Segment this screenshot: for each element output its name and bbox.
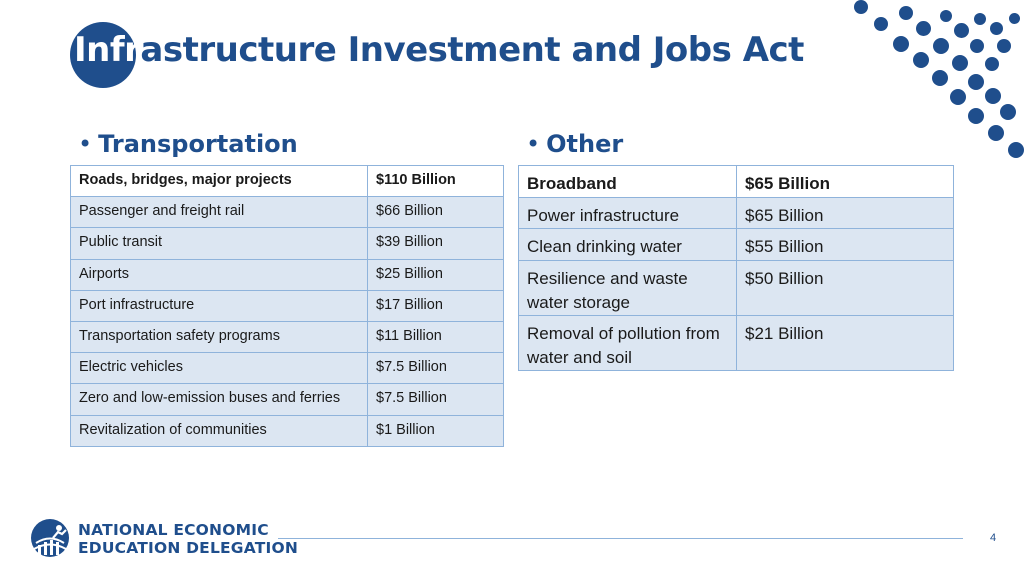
decorative-dot	[1009, 13, 1020, 24]
decorative-dot	[1000, 104, 1016, 120]
amount-cell: $65 Billion	[737, 197, 954, 229]
item-cell: Removal of pollution from water and soil	[519, 315, 737, 370]
decorative-dot	[854, 0, 868, 14]
table-row	[71, 197, 504, 228]
amount-cell: $7.5 Billion	[368, 353, 504, 384]
transportation-heading	[78, 130, 298, 158]
item-cell: Transportation safety programs	[71, 321, 368, 352]
amount-cell: $50 Billion	[737, 260, 954, 315]
amount-cell: $7.5 Billion	[368, 384, 504, 415]
decorative-dot	[985, 88, 1001, 104]
slide-title	[74, 30, 804, 70]
decorative-dot	[997, 39, 1011, 53]
amount-cell: $110 Billion	[368, 166, 504, 197]
amount-cell: $39 Billion	[368, 228, 504, 259]
table-row	[71, 415, 504, 446]
decorative-dot-pattern	[840, 0, 1024, 170]
decorative-dot	[970, 39, 984, 53]
amount-cell: $1 Billion	[368, 415, 504, 446]
table-row	[71, 384, 504, 415]
table-row	[519, 197, 954, 229]
item-cell: Airports	[71, 259, 368, 290]
table-row	[71, 259, 504, 290]
amount-cell: $17 Billion	[368, 290, 504, 321]
item-cell: Passenger and freight rail	[71, 197, 368, 228]
decorative-dot	[916, 21, 931, 36]
table-row	[519, 229, 954, 261]
page-number: 4	[990, 532, 997, 544]
decorative-dot	[985, 57, 999, 71]
amount-cell: $55 Billion	[737, 229, 954, 261]
table-row	[71, 166, 504, 197]
logo-line-2: EDUCATION DELEGATION	[78, 539, 299, 557]
amount-cell: $65 Billion	[737, 166, 954, 198]
bullet-icon: •	[78, 130, 93, 158]
need-logo	[30, 518, 299, 558]
title-part-2: astructure Investment and Jobs Act	[140, 30, 804, 70]
amount-cell: $21 Billion	[737, 315, 954, 370]
decorative-dot	[974, 13, 986, 25]
other-heading-label: Other	[546, 130, 624, 158]
decorative-dot	[940, 10, 952, 22]
decorative-dot	[874, 17, 888, 31]
item-cell: Electric vehicles	[71, 353, 368, 384]
decorative-dot	[988, 125, 1004, 141]
decorative-dot	[932, 70, 948, 86]
bullet-icon: •	[526, 130, 541, 158]
decorative-dot	[968, 108, 984, 124]
decorative-dot	[1008, 142, 1024, 158]
item-cell: Port infrastructure	[71, 290, 368, 321]
item-cell: Resilience and waste water storage	[519, 260, 737, 315]
decorative-dot	[990, 22, 1003, 35]
item-cell: Clean drinking water	[519, 229, 737, 261]
table-row	[71, 353, 504, 384]
table-row	[519, 315, 954, 370]
decorative-dot	[950, 89, 966, 105]
item-cell: Revitalization of communities	[71, 415, 368, 446]
decorative-dot	[893, 36, 909, 52]
item-cell: Zero and low-emission buses and ferries	[71, 384, 368, 415]
table-row	[71, 290, 504, 321]
title-part-1: Infr	[74, 30, 141, 70]
other-heading	[526, 130, 623, 158]
item-cell: Public transit	[71, 228, 368, 259]
globe-figure-icon	[30, 518, 70, 558]
decorative-dot	[954, 23, 969, 38]
item-cell: Power infrastructure	[519, 197, 737, 229]
item-cell: Broadband	[519, 166, 737, 198]
transportation-heading-label: Transportation	[98, 130, 298, 158]
logo-line-1: NATIONAL ECONOMIC	[78, 521, 269, 539]
footer-divider	[278, 538, 963, 539]
table-row	[519, 166, 954, 198]
decorative-dot	[952, 55, 968, 71]
other-table	[518, 165, 954, 371]
transportation-table	[70, 165, 504, 447]
table-row	[71, 228, 504, 259]
item-cell: Roads, bridges, major projects	[71, 166, 368, 197]
amount-cell: $11 Billion	[368, 321, 504, 352]
decorative-dot	[899, 6, 913, 20]
amount-cell: $66 Billion	[368, 197, 504, 228]
table-row	[519, 260, 954, 315]
decorative-dot	[968, 74, 984, 90]
decorative-dot	[933, 38, 949, 54]
decorative-dot	[913, 52, 929, 68]
table-row	[71, 321, 504, 352]
amount-cell: $25 Billion	[368, 259, 504, 290]
